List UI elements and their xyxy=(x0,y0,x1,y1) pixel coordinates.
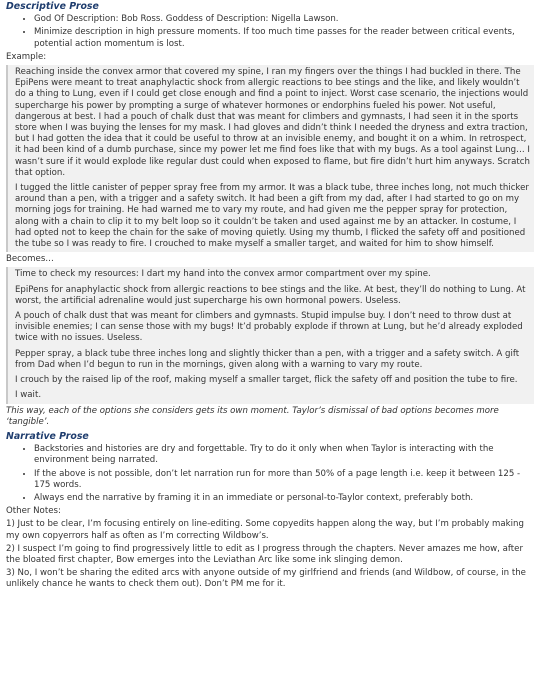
quote-paragraph: Time to check my resources: I dart my hand into the convex armor compartment over my spine. xyxy=(15,269,431,280)
quote-paragraph: I tugged the little canister of pepper spray free from my armor. It was a black tube, three inches long, not much thicker around than a pen, with a trigger and a safety switch. It had been a gift from my dad, after I had started to go on my morning jogs for training. He had warned me to vary my route, and had given me the pepper spray for protection, along with a chain to clip it to my belt loop so it couldn’t be taken and used against me by an attacker. In costume, I had opted not to keep the chain for the sake of moving quietly. Using my thumb, I flicked the safety off and positioned the tube so I was ready to fire. I crouched to make myself a smaller target, and waited for him to show himself. xyxy=(15,183,529,250)
other-notes-label: Other Notes: xyxy=(6,506,61,517)
bullet-item: • Minimize description in high pressure moments. If too much time passes for the reader between critical events, potential action momentum is lost. xyxy=(34,27,534,49)
bullet-item: • If the above is not possible, don’t let narration run for more than 50% of a page length i.e. keep it between 125 - 175 words. xyxy=(34,469,534,491)
note-item: 1) Just to be clear, I’m focusing entirely on line-editing. Some copyedits happen along the way, but I’m probably making my own copyerrors half as often as I’m correcting Wildbow’s. xyxy=(6,519,524,541)
quote-paragraph: I wait. xyxy=(15,390,42,401)
descriptive-bullet-list xyxy=(6,14,534,50)
quote-paragraph: A pouch of chalk dust that was meant for climbers and gymnasts. Stupid impulse buy. I don’t need to throw dust at invisible enemies; I can sense those with my bugs! It’d probably explode if thrown at Lung, but he’d already exploded twice with no issues. Useless. xyxy=(15,311,523,344)
note-item: 3) No, I won’t be sharing the edited arcs with anyone outside of my girlfriend and friends (and Wildbow, of course, in the unlikely chance he wants to check them out). Don’t PM me for it. xyxy=(6,568,526,590)
narrative-prose-heading: Narrative Prose xyxy=(6,430,89,442)
narrative-bullet-list xyxy=(6,444,534,504)
example-quote-block xyxy=(6,65,534,252)
descriptive-prose-heading: Descriptive Prose xyxy=(6,1,99,12)
note-item: 2) I suspect I’m going to find progressively little to edit as I progress through the chapters. Never amazes me how, after the bloated first chapter, Bow emerges into the Leviathan Arc like some ink slinging demon. xyxy=(6,543,523,565)
bullet-item: • Always end the narrative by framing it in an immediate or personal-to-Taylor context, preferably both. xyxy=(34,493,534,504)
bullet-item: • God Of Description: Bob Ross. Goddess of Description: Nigella Lawson. xyxy=(34,14,534,25)
becomes-label: Becomes… xyxy=(6,254,54,265)
quote-paragraph: EpiPens for anaphylactic shock from allergic reactions to bee stings and the like. At best, they’ll do nothing to Lung. At worst, the artificial adrenaline would just supercharge his own hormonal powers. Useless. xyxy=(15,284,526,306)
bullet-item: • Backstories and histories are dry and forgettable. Try to do it only when when Taylor is interacting with the environment being narrated. xyxy=(34,444,534,466)
commentary-text: This way, each of the options she considers gets its own moment. Taylor’s dismissal of bad options becomes more ‘tangible’. xyxy=(6,405,499,427)
quote-paragraph: Reaching inside the convex armor that covered my spine, I ran my fingers over the things I had buckled in there. The EpiPens were meant to treat anaphylactic shock from allergic reactions to bee stings and the like, and likely wouldn’t do a thing to Lung, even if I could get close enough and find a point to inject. Worst case scenario, the injections would supercharge his power by prompting a surge of whatever hormones or endorphins fueled his power. Not useful, dangerous at best. I had a pouch of chalk dust that was meant for climbers and gymnasts, I had seen it in the sports store when I was buying the lenses for my mask. I had gloves and didn’t think I needed the dryness and extra traction, but I had gotten the idea that it could be useful to throw at an invisible enemy, and bought it on a whim. In retrospect, it had been kind of a dumb purchase, since my power let me find foes like that with my bugs. As a tool against Lung… I wasn’t sure if it would explode like regular dust could when exposed to flame, but fire didn’t hurt him anyways. Scratch that option. xyxy=(15,67,530,178)
quote-paragraph: Pepper spray, a black tube three inches long and slightly thicker than a pen, with a trigger and a safety switch. A gift from Dad when I’d begun to run in the mornings, given along with a warning to vary my route. xyxy=(15,348,520,370)
quote-paragraph: I crouch by the raised lip of the roof, making myself a smaller target, flick the safety off and position the tube to fire. xyxy=(15,375,518,386)
becomes-quote-block xyxy=(6,267,534,403)
example-label: Example: xyxy=(6,51,47,62)
